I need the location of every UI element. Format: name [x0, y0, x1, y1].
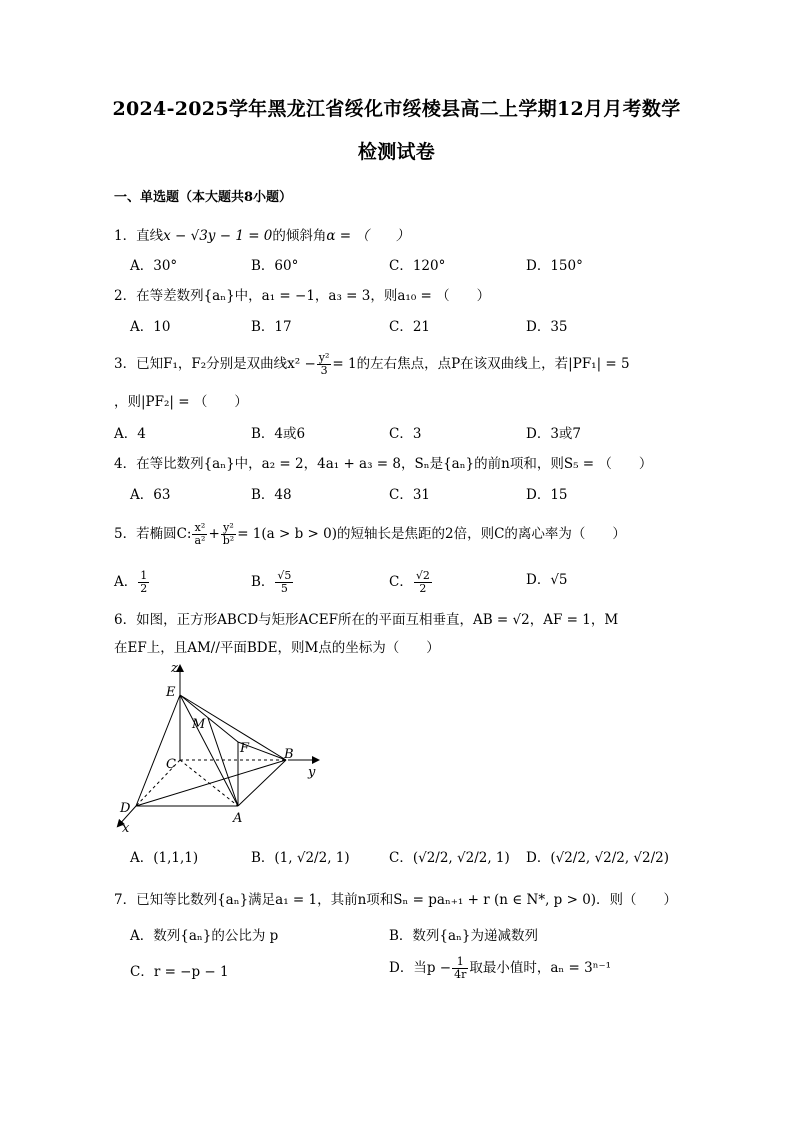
q5-opt-b-label: B．	[251, 574, 275, 590]
edge-ca	[180, 760, 238, 806]
question-3	[114, 352, 630, 377]
q5-opt-b-den: 5	[280, 582, 288, 595]
q1-stem-a: 1．直线	[114, 228, 164, 244]
q5-option-d[interactable]: D．√5	[526, 572, 568, 588]
q3-frac-den: 3	[320, 364, 328, 377]
question-5	[114, 522, 626, 547]
q3-option-c[interactable]: C．3	[389, 426, 422, 442]
question-1	[114, 226, 409, 246]
q3-stem-b: = 1的左右焦点，点P在该双曲线上，若|PF₁| = 5	[332, 356, 630, 372]
q6-option-d[interactable]: D．(√2/2, √2/2, √2/2)	[526, 850, 670, 866]
q5-opt-c-label: C．	[389, 574, 413, 590]
q5-f2-num: y²	[221, 522, 236, 535]
q2-option-b[interactable]: B．17	[251, 319, 292, 335]
q1-option-b[interactable]: B．60°	[251, 258, 299, 274]
q5-opt-c-num: √2	[415, 569, 430, 582]
label-y: y	[308, 765, 316, 780]
q4-option-d[interactable]: D．15	[526, 487, 568, 503]
q1-option-c[interactable]: C．120°	[389, 258, 446, 274]
question-7: 7．已知等比数列{aₙ}满足a₁ = 1，其前n项和Sₙ = paₙ₊₁ + r (n ∈ N*, p > 0)．则（ ）	[114, 892, 678, 908]
q5-f1-den: a²	[194, 534, 206, 547]
edge-ed	[136, 695, 180, 806]
q5-opt-c-frac	[414, 570, 432, 595]
q2-option-d[interactable]: D．35	[526, 319, 568, 335]
label-A: A	[233, 811, 243, 826]
label-B: B	[284, 747, 294, 762]
q1-alpha: α = （ ）	[326, 228, 410, 244]
q3-option-b[interactable]: B．4或6	[251, 426, 306, 442]
q5-plus: +	[208, 526, 220, 542]
q5-fraction-2	[221, 522, 236, 547]
q5-opt-a-num: 1	[140, 569, 148, 582]
q7-opt-d-num: 1	[452, 956, 468, 969]
question-6: 6．如图，正方形ABCD与矩形ACEF所在的平面互相垂直，AB = √2，AF = 1，M	[114, 612, 619, 628]
q5-option-a[interactable]	[114, 570, 150, 595]
label-x: x	[122, 821, 130, 836]
q5-opt-c-den: 2	[419, 582, 427, 595]
q2-option-c[interactable]: C．21	[389, 319, 431, 335]
q3-frac-num: y²	[318, 351, 330, 364]
q6-option-b[interactable]: B．(1, √2/2, 1)	[251, 850, 350, 866]
q1-equation: x − √3y − 1 = 0	[163, 228, 273, 244]
q7-opt-d-a: D．当p −	[389, 960, 452, 976]
q5-f2-den: b²	[222, 534, 235, 547]
label-E: E	[166, 685, 176, 700]
label-M: M	[192, 717, 206, 732]
q5-opt-a-frac	[138, 570, 149, 595]
q5-stem-b: = 1(a > b > 0)的短轴长是焦距的2倍，则C的离心率为（ ）	[237, 526, 626, 542]
q3-fraction	[317, 352, 332, 377]
q7-option-a[interactable]: A．数列{aₙ}的公比为 p	[130, 928, 279, 944]
q4-option-b[interactable]: B．48	[251, 487, 292, 503]
question-3-continued: ，则|PF₂| = （ ）	[114, 394, 248, 410]
label-C: C	[166, 757, 176, 772]
q6-option-c[interactable]: C．(√2/2, √2/2, 1)	[389, 850, 510, 866]
edge-ef	[180, 695, 238, 742]
q7-opt-d-den: 4r	[454, 968, 467, 981]
q1-option-d[interactable]: D．150°	[526, 258, 583, 274]
q5-opt-a-label: A．	[114, 574, 138, 590]
q4-option-a[interactable]: A．63	[130, 487, 171, 503]
question-4: 4．在等比数列{aₙ}中，a₂ = 2，4a₁ + a₃ = 8，Sₙ是{aₙ}的前n项和，则S₅ = （ ）	[114, 456, 653, 472]
q3-option-a[interactable]: A．4	[114, 426, 146, 442]
q5-stem-a: 5．若椭圆C:	[114, 526, 192, 542]
q7-option-b[interactable]: B．数列{aₙ}为递减数列	[389, 928, 538, 944]
section-heading-single-choice: 一、单选题（本大题共8小题）	[114, 190, 293, 205]
q5-option-b[interactable]	[251, 570, 294, 595]
q5-fraction-1	[192, 522, 207, 547]
edge-ma	[208, 718, 238, 806]
q6-option-a[interactable]: A．(1,1,1)	[130, 850, 199, 866]
q5-opt-a-den: 2	[140, 582, 148, 595]
q3-option-d[interactable]: D．3或7	[526, 426, 582, 442]
q5-f1-num: x²	[192, 522, 207, 535]
q7-option-d[interactable]	[389, 956, 611, 981]
question-2: 2．在等差数列{aₙ}中，a₁ = −1，a₃ = 3，则a₁₀ = （ ）	[114, 288, 491, 304]
q3-stem-a: 3．已知F₁，F₂分别是双曲线x² −	[114, 356, 316, 372]
q7-option-c[interactable]: C．r = −p − 1	[130, 964, 229, 980]
page-title-line1: 2024-2025学年黑龙江省绥化市绥棱县高二上学期12月月考数学	[112, 98, 681, 120]
question-6-continued: 在EF上，且AM//平面BDE，则M点的坐标为（ ）	[114, 640, 440, 656]
q6-figure	[108, 660, 338, 838]
q7-opt-d-b: 取最小值时，aₙ = 3ⁿ⁻¹	[469, 960, 612, 976]
q5-opt-b-num: √5	[277, 569, 292, 582]
q4-option-c[interactable]: C．31	[389, 487, 431, 503]
label-F: F	[240, 741, 250, 756]
label-D: D	[120, 801, 131, 816]
q2-option-a[interactable]: A．10	[130, 319, 171, 335]
q5-opt-b-frac	[275, 570, 293, 595]
q1-option-a[interactable]: A．30°	[130, 258, 178, 274]
q7-opt-d-frac	[452, 956, 468, 981]
q1-stem-b: 的倾斜角	[272, 228, 327, 244]
label-z: z	[171, 661, 178, 676]
q5-option-c[interactable]	[389, 570, 433, 595]
page-title-line2: 检测试卷	[357, 141, 436, 163]
